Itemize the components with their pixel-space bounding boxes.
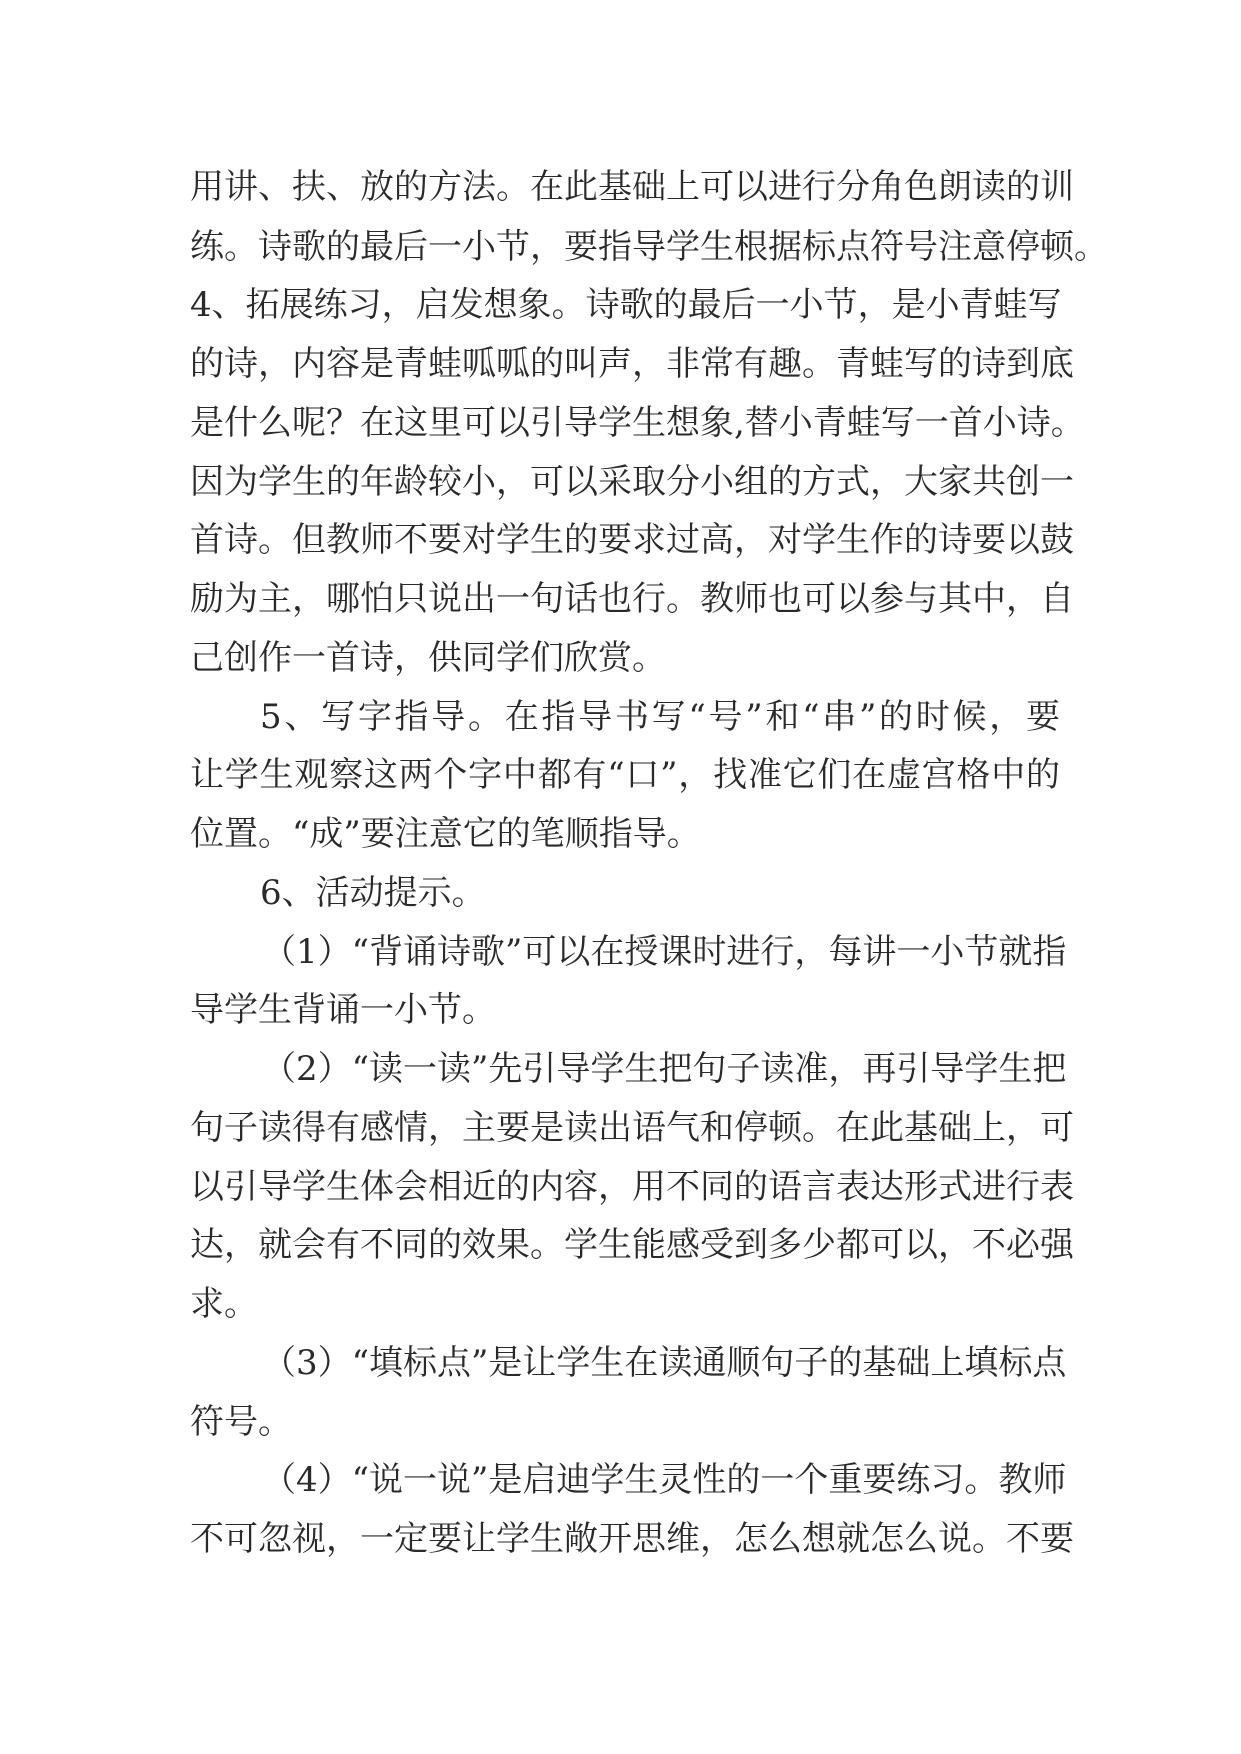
text-line: 导学生背诵一小节。 <box>190 990 496 1030</box>
text-line: 励为主，哪怕只说出一句话也行。教师也可以参与其中，自 <box>190 579 1074 619</box>
text-line: （4）“说一说”是启迪学生灵性的一个重要练习。教师 <box>262 1460 1067 1500</box>
text-line: 符号。 <box>190 1402 292 1442</box>
text-line: 的诗，内容是青蛙呱呱的叫声，非常有趣。青蛙写的诗到底 <box>190 344 1074 384</box>
text-line: 首诗。但教师不要对学生的要求过高，对学生作的诗要以鼓 <box>190 520 1074 560</box>
text-line: （1）“背诵诗歌”可以在授课时进行，每讲一小节就指 <box>262 932 1067 972</box>
text-line: 位置。“成”要注意它的笔顺指导。 <box>190 814 701 854</box>
text-line: 用讲、扶、放的方法。在此基础上可以进行分角色朗读的训 <box>190 167 1074 207</box>
text-line: （3）“填标点”是让学生在读通顺句子的基础上填标点 <box>262 1343 1067 1383</box>
text-line: 不可忽视，一定要让学生敞开思维，怎么想就怎么说。不要 <box>190 1519 1074 1559</box>
text-line: 达，就会有不同的效果。学生能感受到多少都可以，不必强 <box>190 1225 1074 1265</box>
text-line: 以引导学生体会相近的内容，用不同的语言表达形式进行表 <box>190 1167 1074 1207</box>
text-line: 练。诗歌的最后一小节，要指导学生根据标点符号注意停顿。 <box>190 227 1108 267</box>
text-line: 是什么呢？在这里可以引导学生想象,替小青蛙写一首小诗。 <box>190 403 1085 443</box>
text-line: 5、写字指导。在指导书写“号”和“串”的时候，要 <box>260 697 1060 737</box>
text-line: 因为学生的年龄较小，可以采取分小组的方式，大家共创一 <box>190 462 1074 502</box>
text-line: 己创作一首诗，供同学们欣赏。 <box>190 638 666 678</box>
text-line: 6、活动提示。 <box>260 873 486 913</box>
text-line: 求。 <box>190 1284 258 1324</box>
text-line: 让学生观察这两个字中都有“口”，找准它们在虚宫格中的 <box>190 755 1060 795</box>
text-line: 4、拓展练习，启发想象。诗歌的最后一小节，是小青蛙写 <box>190 285 1062 325</box>
text-line: 句子读得有感情，主要是读出语气和停顿。在此基础上，可 <box>190 1108 1074 1148</box>
text-line: （2）“读一读”先引导学生把句子读准，再引导学生把 <box>262 1049 1067 1089</box>
